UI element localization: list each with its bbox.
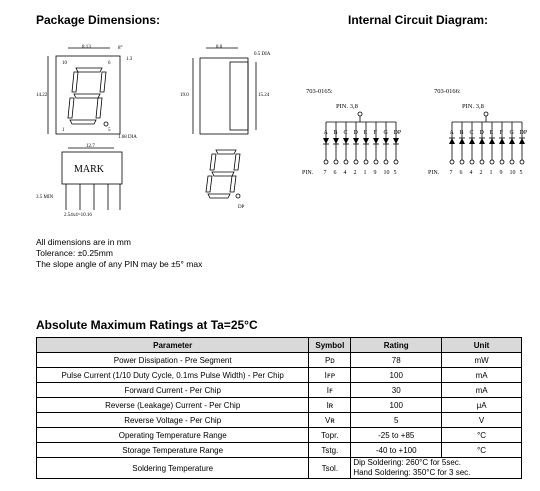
diode-icon [343,138,349,144]
segment-label: F [499,130,503,136]
segment-label: A [449,130,454,136]
bottom-view-drawing [36,144,122,218]
pin-terminal-icon [364,160,368,164]
cell-unit: μA [442,398,522,413]
note-units: All dimensions are in mm [36,237,131,247]
pin-number-label: 7 [323,170,327,176]
cell-symbol: Iʀ [309,398,351,413]
cell-unit: mA [442,383,522,398]
pin-number-label: 1 [363,170,367,176]
header-symbol: Symbol [309,338,351,353]
dimension-notes [36,237,202,270]
pin-terminal-icon [394,160,398,164]
side-pin-label: 0.5 DIA [254,52,271,57]
cell-unit: V [442,413,522,428]
pin-number-label: 4 [469,170,473,176]
diode-icon [519,138,525,144]
pin-5-label: 5 [108,128,111,133]
front-angle-label: 8° [118,46,123,51]
mark-label: MARK [74,164,105,175]
segment-label: D [479,130,484,136]
dip-soldering-text: Dip Soldering: 260°C for 5sec. [353,458,462,467]
circuit-0 [302,103,402,176]
ratings-heading: Absolute Maximum Ratings at Ta=25°C [36,318,258,332]
pin-terminal-icon [520,160,524,164]
pin-number-label: 2 [479,170,483,176]
cell-symbol: Tsol. [309,458,351,479]
common-pin-label: PIN. 3,8 [336,103,358,110]
pin-number-label: 6 [459,170,463,176]
pin-terminal-icon [374,160,378,164]
cell-parameter: Reverse Voltage - Per Chip [37,413,309,428]
circuit-703-0166-part: 703-0166: [434,88,461,95]
pin-terminal-icon [324,160,328,164]
diode-icon [393,138,399,144]
pin-terminal-icon [500,160,504,164]
ratings-header-row [37,338,522,353]
pin-number-label: 9 [499,170,503,176]
front-view-drawing [36,45,137,140]
header-parameter: Parameter [37,338,309,353]
cell-rating: 100 [351,398,442,413]
diode-icon [353,138,359,144]
table-row [37,398,522,413]
package-drawings [30,40,320,240]
cell-rating: 78 [351,353,442,368]
cell-rating: -40 to +100 [351,443,442,458]
common-terminal-icon [484,112,488,116]
pin-prefix-label: PIN. [428,170,440,176]
segment-label: C [469,130,474,136]
pin-number-label: 5 [519,170,523,176]
table-row [37,428,522,443]
segment-label: A [323,130,328,136]
table-row-soldering [37,458,522,479]
segment-label: E [363,130,368,136]
pin-number-label: 6 [333,170,337,176]
side-view-drawing [180,45,271,134]
common-pin-label: PIN. 3,8 [462,103,484,110]
pitch-label: 2.54x4=10.16 [64,213,92,218]
pin-terminal-icon [450,160,454,164]
pin-number-label: 4 [343,170,347,176]
segment-label: E [489,130,494,136]
pin-terminal-icon [510,160,514,164]
pin-length-label: 3.5 MIN [36,195,54,200]
cell-parameter: Operating Temperature Range [37,428,309,443]
cell-parameter: Storage Temperature Range [37,443,309,458]
seg-dp-label: DP [238,205,245,210]
side-height2-label: 15.24 [258,93,270,98]
segment-label: B [333,130,338,136]
header-rating: Rating [351,338,442,353]
segment-label: G [383,130,388,136]
cell-parameter: Soldering Temperature [37,458,309,479]
pin-terminal-icon [344,160,348,164]
pin-terminal-icon [480,160,484,164]
cell-symbol: Pᴅ [309,353,351,368]
pin-number-label: 5 [393,170,397,176]
pin-prefix-label: PIN. [302,170,314,176]
cell-rating: 30 [351,383,442,398]
cell-rating: -25 to +85 [351,428,442,443]
diode-icon [383,138,389,144]
diode-icon [489,138,495,144]
pin-number-label: 9 [373,170,377,176]
pin-6-label: 6 [108,61,111,66]
pin-number-label: 10 [383,170,390,176]
cell-symbol: Iꜰ [309,383,351,398]
front-height-label: 14.22 [36,93,48,98]
segment-label: B [459,130,464,136]
cell-unit: mA [442,368,522,383]
pin-terminal-icon [460,160,464,164]
pin-10-label: 10 [62,61,67,66]
circuit-diagrams [296,98,536,188]
table-row [37,353,522,368]
diode-icon [373,138,379,144]
segment-label: G [509,130,514,136]
cell-rating: 100 [351,368,442,383]
cell-rating: 5 [351,413,442,428]
pin-terminal-icon [470,160,474,164]
diode-icon [499,138,505,144]
pin-number-label: 2 [353,170,357,176]
pin-terminal-icon [334,160,338,164]
cell-symbol: Topr. [309,428,351,443]
diode-icon [459,138,465,144]
front-side-label: 1.3 [126,57,133,62]
cell-parameter: Forward Current - Per Chip [37,383,309,398]
pin-number-label: 1 [489,170,493,176]
bottom-width-label: 12.7 [86,144,95,149]
diode-icon [323,138,329,144]
segment-layout-drawing [206,150,245,210]
common-terminal-icon [358,112,362,116]
pin-terminal-icon [354,160,358,164]
cell-parameter: Power Dissipation - Pre Segment [37,353,309,368]
header-unit: Unit [442,338,522,353]
side-width-label: 8.0 [216,45,223,50]
cell-symbol: Tstg. [309,443,351,458]
circuit-1 [428,103,528,176]
circuit-703-0165-part: 703-0165: [306,88,333,95]
diode-icon [479,138,485,144]
cell-unit: °C [442,443,522,458]
cell-parameter: Pulse Current (1/10 Duty Cycle, 0.1ms Pulse Width) - Per Chip [37,368,309,383]
diode-icon [509,138,515,144]
note-tolerance: Tolerance: ±0.25mm [36,248,113,258]
pin-terminal-icon [384,160,388,164]
hand-soldering-text: Hand Soldering: 350°C for 3 sec. [353,468,471,477]
table-row [37,383,522,398]
side-height-label: 19.0 [180,93,189,98]
cell-unit: mW [442,353,522,368]
diode-icon [469,138,475,144]
note-slope: The slope angle of any PIN may be ±5° max [36,259,203,269]
pin-number-label: 10 [509,170,516,176]
segment-label: C [343,130,348,136]
hole-label: 1.68 DIA [118,135,137,140]
ratings-table [36,337,522,479]
cell-unit: °C [442,428,522,443]
cell-rating-soldering [351,458,522,479]
diode-icon [363,138,369,144]
segment-label: F [373,130,377,136]
table-row [37,443,522,458]
cell-symbol: Vʀ [309,413,351,428]
internal-circuit-heading: Internal Circuit Diagram: [348,13,489,27]
pin-terminal-icon [490,160,494,164]
package-dimensions-heading: Package Dimensions: [36,13,161,27]
diode-icon [333,138,339,144]
diode-icon [449,138,455,144]
table-row [37,413,522,428]
pin-1-label: 1 [62,128,65,133]
cell-parameter: Reverse (Leakage) Current - Per Chip [37,398,309,413]
cell-symbol: Iꜰᴘ [309,368,351,383]
pin-number-label: 7 [449,170,453,176]
segment-label: D [353,130,358,136]
table-row [37,368,522,383]
segment-label: DP [393,130,402,136]
segment-label: DP [519,130,528,136]
front-width-label: 8.13 [82,45,91,50]
